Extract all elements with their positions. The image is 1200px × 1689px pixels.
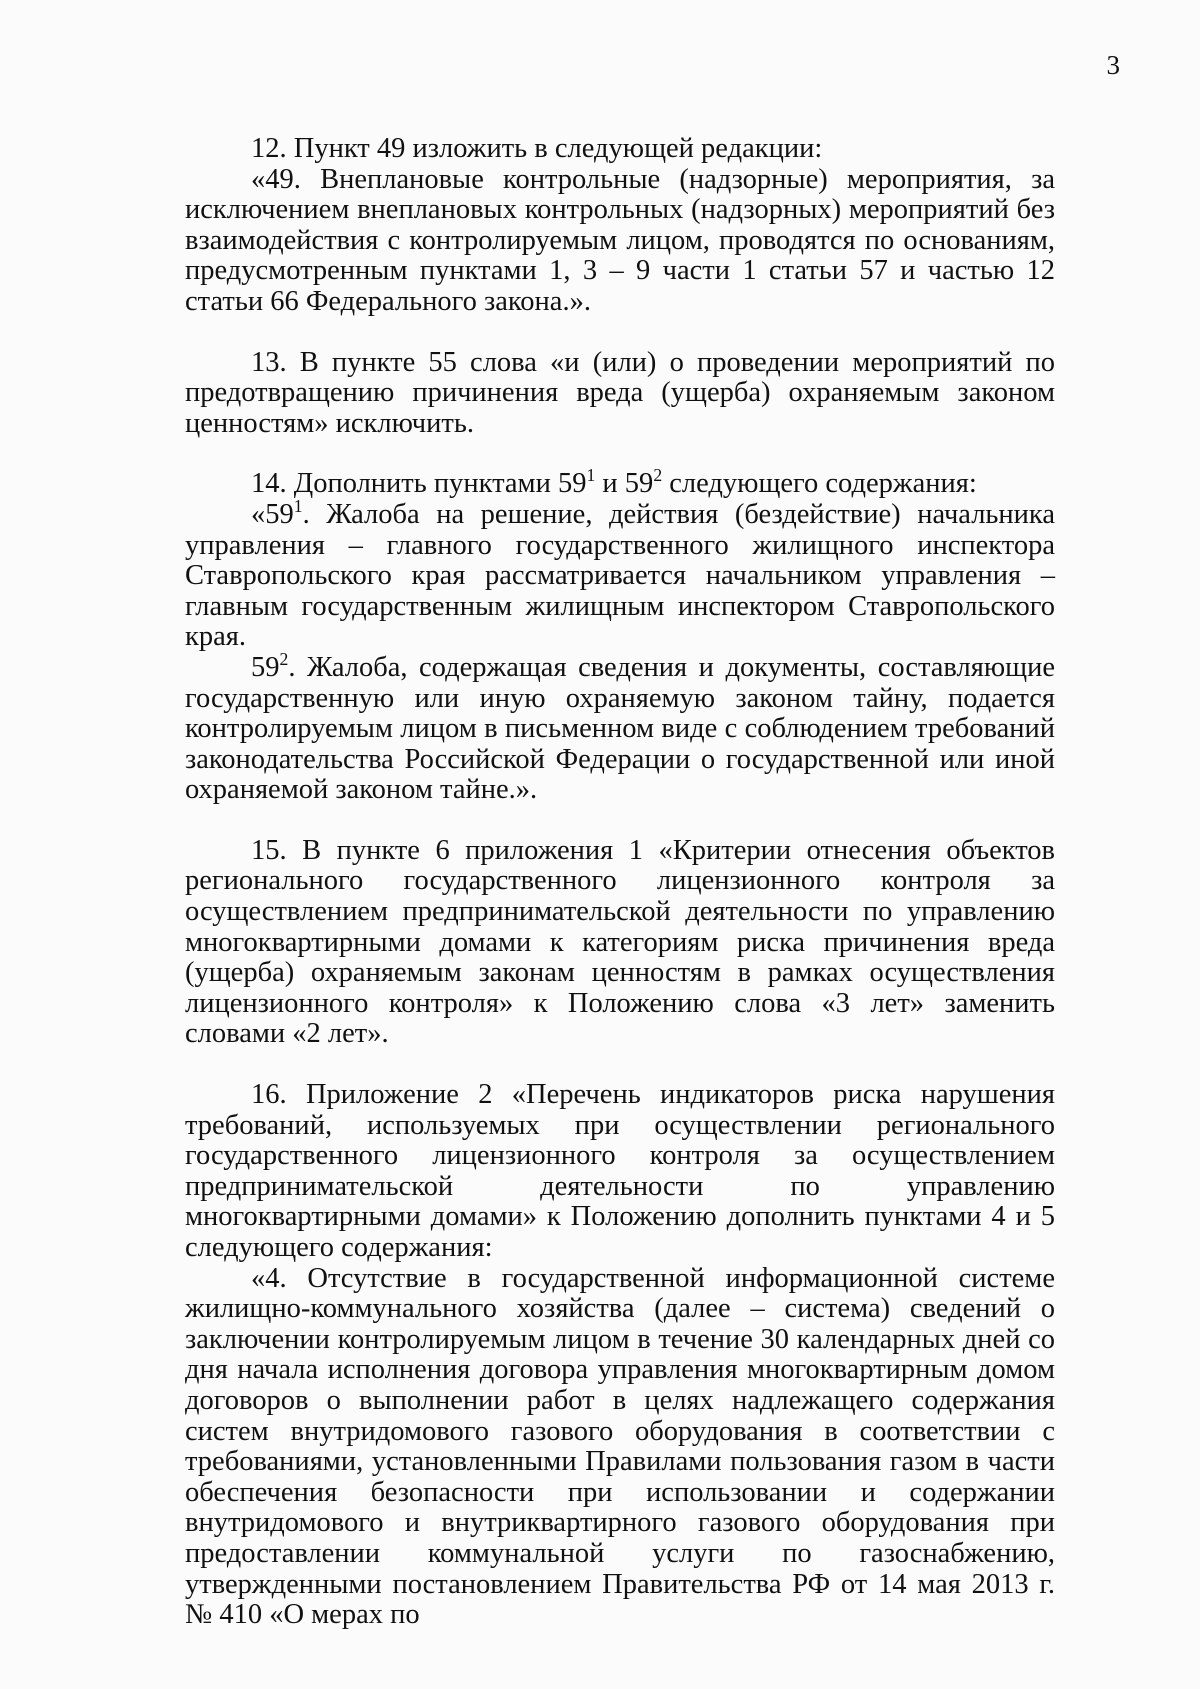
- text-run: 15. В пункте 6 приложения 1 «Критерии отнесения объектов регионального государственного лицензионного контроля за осуществлением предпринимательской деятельности по управлению многоквартирными домами к категориям риска причинения вреда (ущерба) охраняемым законам ценностям в рамках осуществления лицензионного контроля» к Положению слова «3 лет» заменить словами «2 лет».: [185, 834, 1055, 1050]
- document-body: [185, 134, 1055, 1631]
- text-run: 12. Пункт 49 изложить в следующей редакции:: [251, 133, 823, 164]
- paragraph-p49: [185, 165, 1055, 318]
- paragraph-p59-2: [185, 648, 1055, 806]
- text-run: 14. Дополнить пунктами 59: [251, 468, 587, 500]
- superscript: 1: [586, 465, 596, 486]
- text-run: «59: [251, 498, 294, 530]
- paragraph-p15: [185, 836, 1055, 1050]
- paragraph-p12: [185, 134, 1055, 165]
- text-run: «4. Отсутствие в государственной информационной системе жилищно-коммунального хозяйства (далее – система) сведений о заключении контролируемым лицом в течение 30 календарных дней со дня начала исполнения договора управления многоквартирным домом договоров о выполнении работ в целях надлежащего содержания систем внутридомового газового оборудования в соответствии с требованиями, установленными Правилами пользования газом в части обеспечения безопасности при использовании и содержании внутридомового и внутриквартирного газового оборудования при предоставлении коммунальной услуги по газоснабжению, утвержденными постановлением Правительства РФ от 14 мая 2013 г. № 410 «О мерах по: [185, 1262, 1055, 1631]
- text-run: следующего содержания:: [662, 468, 977, 500]
- text-run: 59: [251, 651, 280, 683]
- text-run: и 59: [595, 468, 654, 500]
- paragraph-p14: [185, 465, 1055, 500]
- text-run: 16. Приложение 2 «Перечень индикаторов риска нарушения требований, используемых при осуществлении регионального государственного лицензионного контроля за осуществлением предпринимательской деятельности по управлению многоквартирными домами» к Положению дополнить пунктами 4 и 5 следующего содержания:: [185, 1079, 1055, 1263]
- paragraph-p16: [185, 1080, 1055, 1264]
- paragraph-p13: [185, 348, 1055, 440]
- superscript: 2: [279, 648, 289, 669]
- text-run: . Жалоба, содержащая сведения и документы, составляющие государственную или иную охраняемую законом тайну, подается контролируемым лицом в письменном виде с соблюдением требований законодательства Российской Федерации о государственной или иной охраняемой законом тайне.».: [185, 651, 1055, 806]
- text-run: 13. В пункте 55 слова «и (или) о проведении мероприятий по предотвращению причинения вреда (ущерба) охраняемым законом ценностям» исключить.: [185, 346, 1055, 439]
- paragraph-p59-1: [185, 495, 1055, 653]
- superscript: 1: [293, 495, 303, 516]
- paragraph-p4: [185, 1264, 1055, 1631]
- text-run: «49. Внеплановые контрольные (надзорные) мероприятия, за исключением внеплановых контрольных (надзорных) мероприятий без взаимодействия с контролируемым лицом, проводятся по основаниям, предусмотренным пунктами 1, 3 – 9 части 1 статьи 57 и частью 12 статьи 66 Федерального закона.».: [185, 163, 1055, 317]
- superscript: 2: [653, 465, 663, 486]
- text-run: . Жалоба на решение, действия (бездействие) начальника управления – главного государственного жилищного инспектора Ставропольского края рассматривается начальником управления – главным государственным жилищным инспектором Ставропольского края.: [185, 498, 1055, 653]
- page-number: 3: [1106, 50, 1120, 80]
